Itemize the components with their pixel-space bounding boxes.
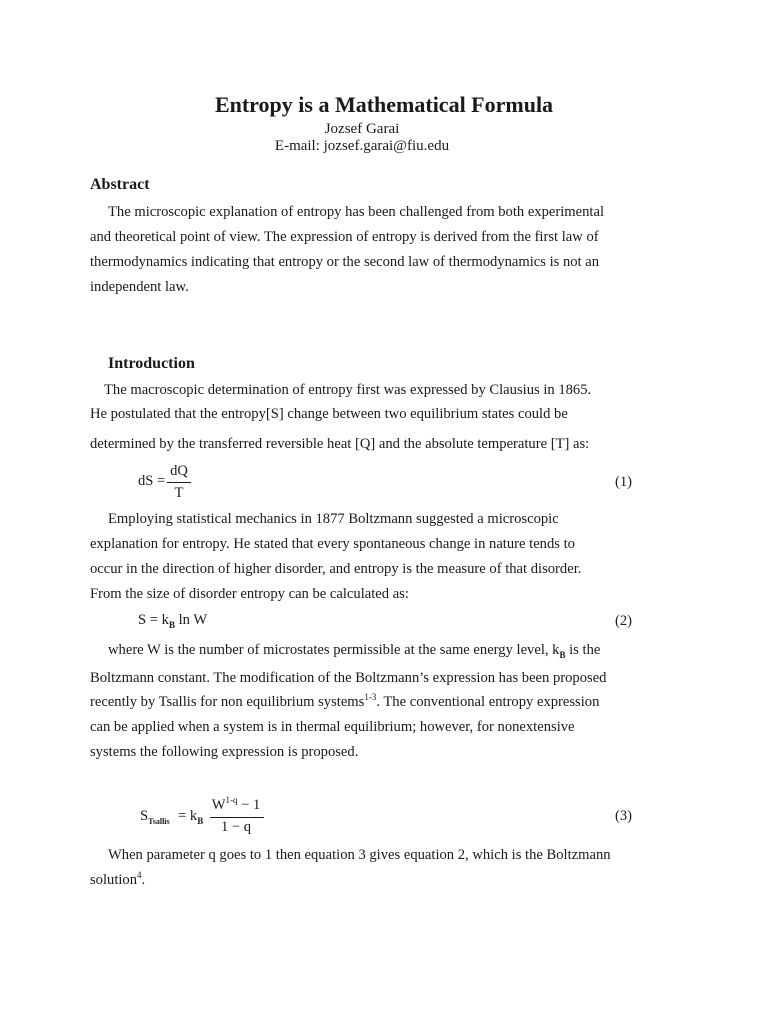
abstract-heading: Abstract: [90, 176, 150, 193]
abstract-line: thermodynamics indicating that entropy or the second law of thermodynamics is not an: [90, 254, 600, 270]
eq1-number: (1): [614, 474, 632, 490]
eq1-lhs: dS =: [138, 473, 166, 489]
eq2-number: (2): [614, 613, 632, 629]
eq3-lhs: $S_{Tsallis}$: [140, 808, 170, 826]
intro-line: Boltzmann constant. The modification of the Boltzmann’s expression has been proposed: [90, 670, 607, 686]
eq1-denominator: T: [174, 485, 184, 501]
kb-subscript: B: [559, 650, 566, 660]
intro-line: explanation for entropy. He stated that every spontaneous change in nature tends to: [90, 536, 575, 552]
eq3-mid: = $k_B$: [178, 808, 204, 826]
intro-line: solution$^4$.: [90, 870, 146, 888]
citation-superscript: 1-3: [364, 692, 377, 702]
eq2-subscript: B: [168, 620, 175, 630]
eq1-fraction-bar: [167, 482, 191, 483]
intro-line: From the size of disorder entropy can be calculated as:: [90, 586, 409, 602]
intro-line: where W is the number of microstates permissible at the same energy level, $k_B$ is the: [108, 642, 601, 660]
intro-line: Employing statistical mechanics in 1877 Boltzmann suggested a microscopic: [108, 511, 559, 527]
eq3-denominator: 1 − q: [220, 819, 252, 835]
paper-title: Entropy is a Mathematical Formula: [214, 92, 554, 117]
intro-line: determined by the transferred reversible heat [Q] and the absolute temperature [T] as:: [90, 436, 590, 452]
intro-line: occur in the direction of higher disorder, and entropy is the measure of that disorder.: [90, 561, 582, 577]
eq1-numerator: dQ: [170, 463, 188, 479]
abstract-line: The microscopic explanation of entropy has been challenged from both experimental: [108, 204, 605, 220]
abstract-line: independent law.: [90, 279, 189, 295]
eq3-numerator: $W^{1-q} - 1$: [211, 795, 261, 813]
equation-2: [138, 612, 207, 629]
eq3-number: (3): [614, 808, 632, 824]
introduction-heading: Introduction: [108, 355, 195, 372]
intro-line: He postulated that the entropy[S] change between two equilibrium states could be: [90, 406, 568, 422]
intro-line: recently by Tsallis for non equilibrium systems$^{1-3}$. The conventional entropy expression: [90, 692, 600, 710]
intro-line: The macroscopic determination of entropy first was expressed by Clausius in 1865.: [104, 382, 592, 398]
intro-line: When parameter q goes to 1 then equation 3 gives equation 2, which is the Boltzmann: [108, 847, 611, 863]
eq2-rhs: ln W: [174, 612, 208, 628]
abstract-line: and theoretical point of view. The expression of entropy is derived from the first law of: [90, 229, 599, 245]
intro-line: can be applied when a system is in thermal equilibrium; however, for nonextensive: [90, 719, 575, 735]
citation-superscript: 4: [137, 870, 142, 880]
eq2-lhs: S = k: [138, 612, 169, 628]
author-email: E-mail: jozsef.garai@fiu.edu: [274, 138, 450, 154]
intro-line: systems the following expression is proposed.: [90, 744, 359, 760]
author-name: Jozsef Garai: [324, 121, 400, 137]
eq3-fraction-bar: [210, 817, 264, 818]
